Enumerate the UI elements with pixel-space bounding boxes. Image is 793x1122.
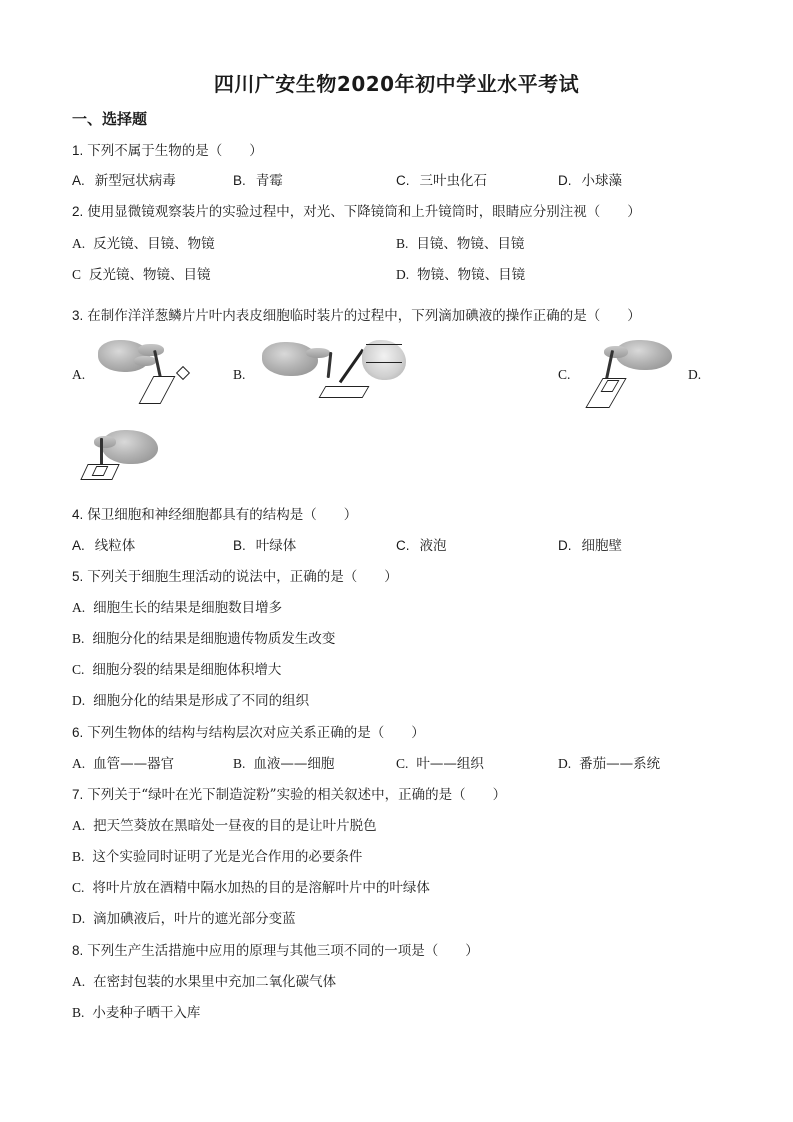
q2-option-c[interactable]: C 反光镜、物镜、目镜 (72, 267, 211, 283)
question-number: 4. (72, 507, 84, 522)
question-stem: 下列关于细胞生理活动的说法中，正确的是（ ） (87, 569, 398, 585)
question-1 (72, 142, 263, 160)
question-stem: 下列不属于生物的是（ ） (87, 143, 263, 159)
q2-option-b[interactable]: B. 目镜、物镜、目镜 (396, 236, 525, 252)
q5-option-d[interactable]: D. 细胞分化的结果是形成了不同的组织 (72, 693, 310, 709)
question-stem: 下列生产生活措施中应用的原理与其他三项不同的一项是（ ） (87, 943, 479, 959)
q4-option-d[interactable]: D. 细胞壁 (558, 538, 622, 554)
q5-option-a[interactable]: A. 细胞生长的结果是细胞数目增多 (72, 600, 283, 616)
q3-option-b-label[interactable]: B. (233, 367, 246, 382)
q7-option-d[interactable]: D. 滴加碘液后，叶片的遮光部分变蓝 (72, 911, 296, 927)
question-7 (72, 786, 506, 804)
page-title: 四川广安生物2020年初中学业水平考试 (213, 72, 580, 96)
question-number: 6. (72, 725, 84, 740)
question-number: 5. (72, 569, 84, 584)
question-3 (72, 307, 641, 325)
hand-dropper-slide-icon[interactable] (98, 338, 198, 410)
section-heading: 一、选择题 (72, 110, 148, 128)
q6-option-d[interactable]: D. 番茄——系统 (558, 756, 661, 772)
question-5 (72, 568, 398, 586)
question-stem: 保卫细胞和神经细胞都具有的结构是（ ） (87, 507, 358, 523)
q4-option-a[interactable]: A. 线粒体 (72, 538, 136, 554)
q6-option-a[interactable]: A. 血管——器官 (72, 756, 175, 772)
hand-dropper-cover-edge-icon[interactable] (78, 428, 164, 484)
q3-option-c-label[interactable]: C. (558, 367, 571, 382)
question-number: 8. (72, 943, 84, 958)
question-stem: 使用显微镜观察装片的实验过程中，对光、下降镜筒和上升镜筒时，眼睛应分别注视（ ） (87, 204, 641, 220)
q1-option-d[interactable]: D. 小球藻 (558, 173, 622, 189)
question-8 (72, 942, 479, 960)
q3-option-a-label[interactable]: A. (72, 367, 86, 382)
q5-option-b[interactable]: B. 细胞分化的结果是细胞遗传物质发生改变 (72, 631, 336, 647)
hand-dropper-tilted-slide-icon[interactable] (262, 338, 412, 410)
question-stem: 下列生物体的结构与结构层次对应关系正确的是（ ） (87, 725, 425, 741)
question-number: 2. (72, 204, 84, 219)
q7-option-a[interactable]: A. 把天竺葵放在黑暗处一昼夜的目的是让叶片脱色 (72, 818, 377, 834)
question-2 (72, 203, 641, 221)
hand-dropper-over-slide-icon[interactable] (582, 338, 678, 410)
question-6 (72, 724, 425, 742)
question-number: 7. (72, 787, 84, 802)
q7-option-c[interactable]: C. 将叶片放在酒精中隔水加热的目的是溶解叶片中的叶绿体 (72, 880, 430, 896)
q1-option-b[interactable]: B. 青霉 (233, 173, 283, 189)
question-number: 1. (72, 143, 84, 158)
question-stem: 下列关于“绿叶在光下制造淀粉”实验的相关叙述中，正确的是（ ） (87, 787, 507, 803)
q8-option-b[interactable]: B. 小麦种子晒干入库 (72, 1005, 201, 1021)
q1-option-a[interactable]: A. 新型冠状病毒 (72, 173, 176, 189)
q2-option-a[interactable]: A. 反光镜、目镜、物镜 (72, 236, 215, 252)
q4-option-c[interactable]: C. 液泡 (396, 538, 447, 554)
q1-option-c[interactable]: C. 三叶虫化石 (396, 173, 487, 189)
q8-option-a[interactable]: A. 在密封包装的水果里中充加二氧化碳气体 (72, 974, 337, 990)
q5-option-c[interactable]: C. 细胞分裂的结果是细胞体积增大 (72, 662, 282, 678)
q6-option-b[interactable]: B. 血液——细胞 (233, 756, 335, 772)
q2-option-d[interactable]: D. 物镜、物镜、目镜 (396, 267, 526, 283)
question-stem: 在制作洋洋葱鳞片片叶内表皮细胞临时装片的过程中，下列滴加碘液的操作正确的是（ ） (87, 308, 641, 324)
question-4 (72, 506, 357, 524)
question-number: 3. (72, 308, 84, 323)
q3-option-d-label[interactable]: D. (688, 367, 702, 382)
q6-option-c[interactable]: C. 叶——组织 (396, 756, 484, 772)
q7-option-b[interactable]: B. 这个实验同时证明了光是光合作用的必要条件 (72, 849, 363, 865)
q4-option-b[interactable]: B. 叶绿体 (233, 538, 297, 554)
